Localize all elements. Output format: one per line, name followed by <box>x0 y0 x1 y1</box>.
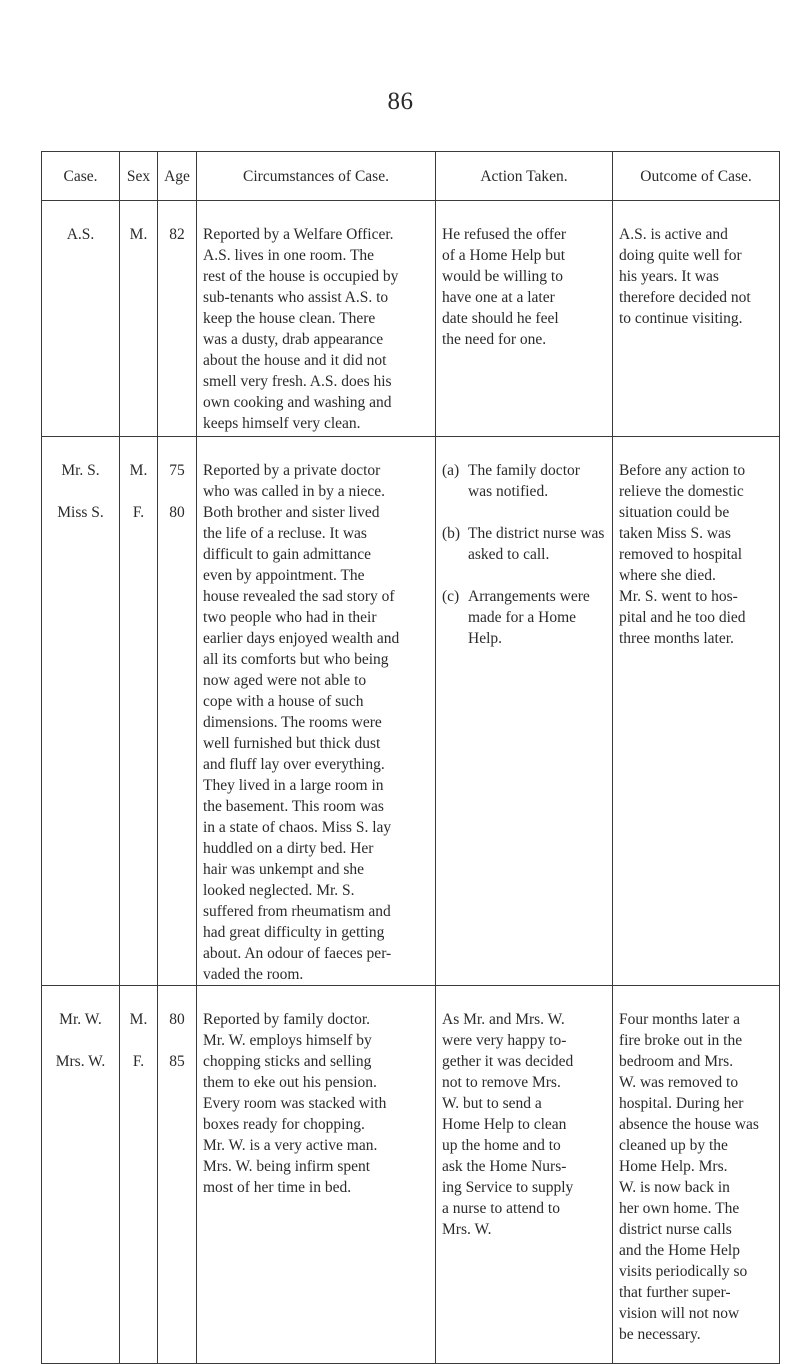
text-line: have one at a later <box>442 289 555 306</box>
case-cell <box>42 201 120 437</box>
text-line: two people who had in their <box>203 609 377 626</box>
text-line: to continue visiting. <box>619 310 743 327</box>
text-line: W. but to send a <box>442 1095 542 1112</box>
sex-value: M. <box>129 462 148 479</box>
text-line: hair was unkempt and she <box>203 861 364 878</box>
text-line: all its comforts but who being <box>203 651 389 668</box>
text-line: a nurse to attend to <box>442 1200 560 1217</box>
text-line: Home Help to clean <box>442 1116 567 1133</box>
sex-cell <box>120 437 158 986</box>
text-line: about the house and it did not <box>203 352 387 369</box>
text-line: taken Miss S. was <box>619 525 731 542</box>
circumstances-cell <box>197 437 436 986</box>
table-row <box>42 201 780 437</box>
header-outcome: Outcome of Case. <box>613 152 780 201</box>
text-line: sub-tenants who assist A.S. to <box>203 289 389 306</box>
outcome-cell <box>613 986 780 1364</box>
text-line: date should he feel <box>442 310 559 327</box>
age-value: 82 <box>169 226 185 243</box>
sex-value: M. <box>129 226 148 243</box>
item-label: (b) <box>442 525 461 542</box>
header-row <box>42 152 780 201</box>
text-line: As Mr. and Mrs. W. <box>442 1011 565 1028</box>
text-line: well furnished but thick dust <box>203 735 381 752</box>
text-line: three months later. <box>619 630 734 647</box>
text-line: boxes ready for chopping. <box>203 1116 365 1133</box>
text-line: Mr. W. employs himself by <box>203 1032 372 1049</box>
outcome-cell <box>613 437 780 986</box>
text-line: had great difficulty in getting <box>203 924 385 941</box>
action-cell <box>436 201 613 437</box>
action-item <box>442 523 606 565</box>
text-line: her own home. The <box>619 1200 740 1217</box>
circumstances-cell <box>197 986 436 1364</box>
item-text: Arrangements were made for a Home Help. <box>468 588 590 647</box>
age-value: 75 <box>169 462 185 479</box>
text-line: looked neglected. Mr. S. <box>203 882 355 899</box>
circumstances-cell <box>197 201 436 437</box>
text-line: dimensions. The rooms were <box>203 714 382 731</box>
text-line: vision will not now <box>619 1305 740 1322</box>
age-cell <box>158 986 197 1364</box>
text-line: pital and he too died <box>619 609 746 626</box>
text-line: most of her time in bed. <box>203 1179 352 1196</box>
text-line: cleaned up by the <box>619 1137 728 1154</box>
text-line: the basement. This room was <box>203 798 384 815</box>
age-cell <box>158 437 197 986</box>
header-sex: Sex <box>120 152 158 201</box>
sex-value: F. <box>132 1053 145 1070</box>
case-name: A.S. <box>66 226 95 243</box>
text-line: were very happy to- <box>442 1032 567 1049</box>
text-line: be necessary. <box>619 1326 701 1343</box>
text-line: W. is now back in <box>619 1179 730 1196</box>
text-line: Mr. S. went to hos- <box>619 588 738 605</box>
age-value: 80 <box>169 1011 185 1028</box>
case-name: Mr. S. <box>61 462 100 479</box>
case-name: Mrs. W. <box>55 1053 106 1070</box>
text-line: and the Home Help <box>619 1242 740 1259</box>
text-line: therefore decided not <box>619 289 751 306</box>
text-line: house revealed the sad story of <box>203 588 395 605</box>
text-line: smell very fresh. A.S. does his <box>203 373 392 390</box>
text-line: difficult to gain admittance <box>203 546 372 563</box>
cases-table <box>41 151 780 1364</box>
page-number: 86 <box>387 88 414 115</box>
text-line: gether it was decided <box>442 1053 574 1070</box>
text-line: Four months later a <box>619 1011 740 1028</box>
sex-value: F. <box>132 504 145 521</box>
text-line: Mrs. W. <box>442 1221 492 1238</box>
text-line: A.S. lives in one room. The <box>203 247 375 264</box>
text-line: chopping sticks and selling <box>203 1053 372 1070</box>
text-line: earlier days enjoyed wealth and <box>203 630 400 647</box>
text-line: who was called in by a niece. <box>203 483 386 500</box>
header-action: Action Taken. <box>436 152 613 201</box>
text-line: about. An odour of faeces per- <box>203 945 392 962</box>
text-line: Home Help. Mrs. <box>619 1158 728 1175</box>
text-line: Reported by family doctor. <box>203 1011 371 1028</box>
text-line: They lived in a large room in <box>203 777 384 794</box>
text-line: his years. It was <box>619 268 719 285</box>
text-line: He refused the offer <box>442 226 567 243</box>
text-line: bedroom and Mrs. <box>619 1053 734 1070</box>
text-line: ask the Home Nurs- <box>442 1158 567 1175</box>
text-line: doing quite well for <box>619 247 742 264</box>
text-line: rest of the house is occupied by <box>203 268 399 285</box>
text-line: ing Service to supply <box>442 1179 574 1196</box>
text-line: and fluff lay over everything. <box>203 756 385 773</box>
item-text: The district nurse was asked to call. <box>468 525 605 563</box>
text-line: huddled on a dirty bed. Her <box>203 840 374 857</box>
text-line: A.S. is active and <box>619 226 728 243</box>
outcome-cell <box>613 201 780 437</box>
text-line: the need for one. <box>442 331 547 348</box>
text-line: now aged were not able to <box>203 672 367 689</box>
text-line: situation could be <box>619 504 730 521</box>
text-line: Both brother and sister lived <box>203 504 380 521</box>
text-line: was a dusty, drab appearance <box>203 331 384 348</box>
text-line: visits periodically so <box>619 1263 748 1280</box>
text-line: cope with a house of such <box>203 693 364 710</box>
text-line: absence the house was <box>619 1116 759 1133</box>
age-value: 85 <box>169 1053 185 1070</box>
text-line: keeps himself very clean. <box>203 415 361 432</box>
text-line: Reported by a private doctor <box>203 462 381 479</box>
text-line: would be willing to <box>442 268 563 285</box>
text-line: that further super- <box>619 1284 731 1301</box>
sex-cell <box>120 201 158 437</box>
text-line: Reported by a Welfare Officer. <box>203 226 394 243</box>
item-label: (a) <box>442 462 460 479</box>
text-line: even by appointment. The <box>203 567 365 584</box>
sex-value: M. <box>129 1011 148 1028</box>
text-line: not to remove Mrs. <box>442 1074 561 1091</box>
text-line: Mrs. W. being infirm spent <box>203 1158 371 1175</box>
text-line: where she died. <box>619 567 716 584</box>
header-case: Case. <box>42 152 120 201</box>
table-row <box>42 986 780 1364</box>
text-line: vaded the room. <box>203 966 304 983</box>
text-line: in a state of chaos. Miss S. lay <box>203 819 392 836</box>
age-value: 80 <box>169 504 185 521</box>
text-line: district nurse calls <box>619 1221 732 1238</box>
case-cell <box>42 986 120 1364</box>
text-line: suffered from rheumatism and <box>203 903 391 920</box>
header-circumstances: Circumstances of Case. <box>197 152 436 201</box>
text-line: own cooking and washing and <box>203 394 392 411</box>
item-text: The family doctor was notified. <box>468 462 580 500</box>
age-cell <box>158 201 197 437</box>
text-line: W. was removed to <box>619 1074 739 1091</box>
text-line: keep the house clean. There <box>203 310 376 327</box>
text-line: hospital. During her <box>619 1095 744 1112</box>
action-cell <box>436 986 613 1364</box>
case-cell <box>42 437 120 986</box>
action-item <box>442 460 606 502</box>
action-item <box>442 586 606 649</box>
table-row <box>42 437 780 986</box>
case-name: Miss S. <box>57 504 104 521</box>
case-name: Mr. W. <box>59 1011 102 1028</box>
text-line: Before any action to <box>619 462 746 479</box>
text-line: relieve the domestic <box>619 483 744 500</box>
item-label: (c) <box>442 588 460 605</box>
text-line: Mr. W. is a very active man. <box>203 1137 378 1154</box>
text-line: Every room was stacked with <box>203 1095 387 1112</box>
text-line: up the home and to <box>442 1137 561 1154</box>
text-line: removed to hospital <box>619 546 743 563</box>
text-line: of a Home Help but <box>442 247 566 264</box>
text-line: the life of a recluse. It was <box>203 525 367 542</box>
text-line: them to eke out his pension. <box>203 1074 377 1091</box>
text-line: fire broke out in the <box>619 1032 743 1049</box>
header-age: Age <box>158 152 197 201</box>
sex-cell <box>120 986 158 1364</box>
action-cell <box>436 437 613 986</box>
